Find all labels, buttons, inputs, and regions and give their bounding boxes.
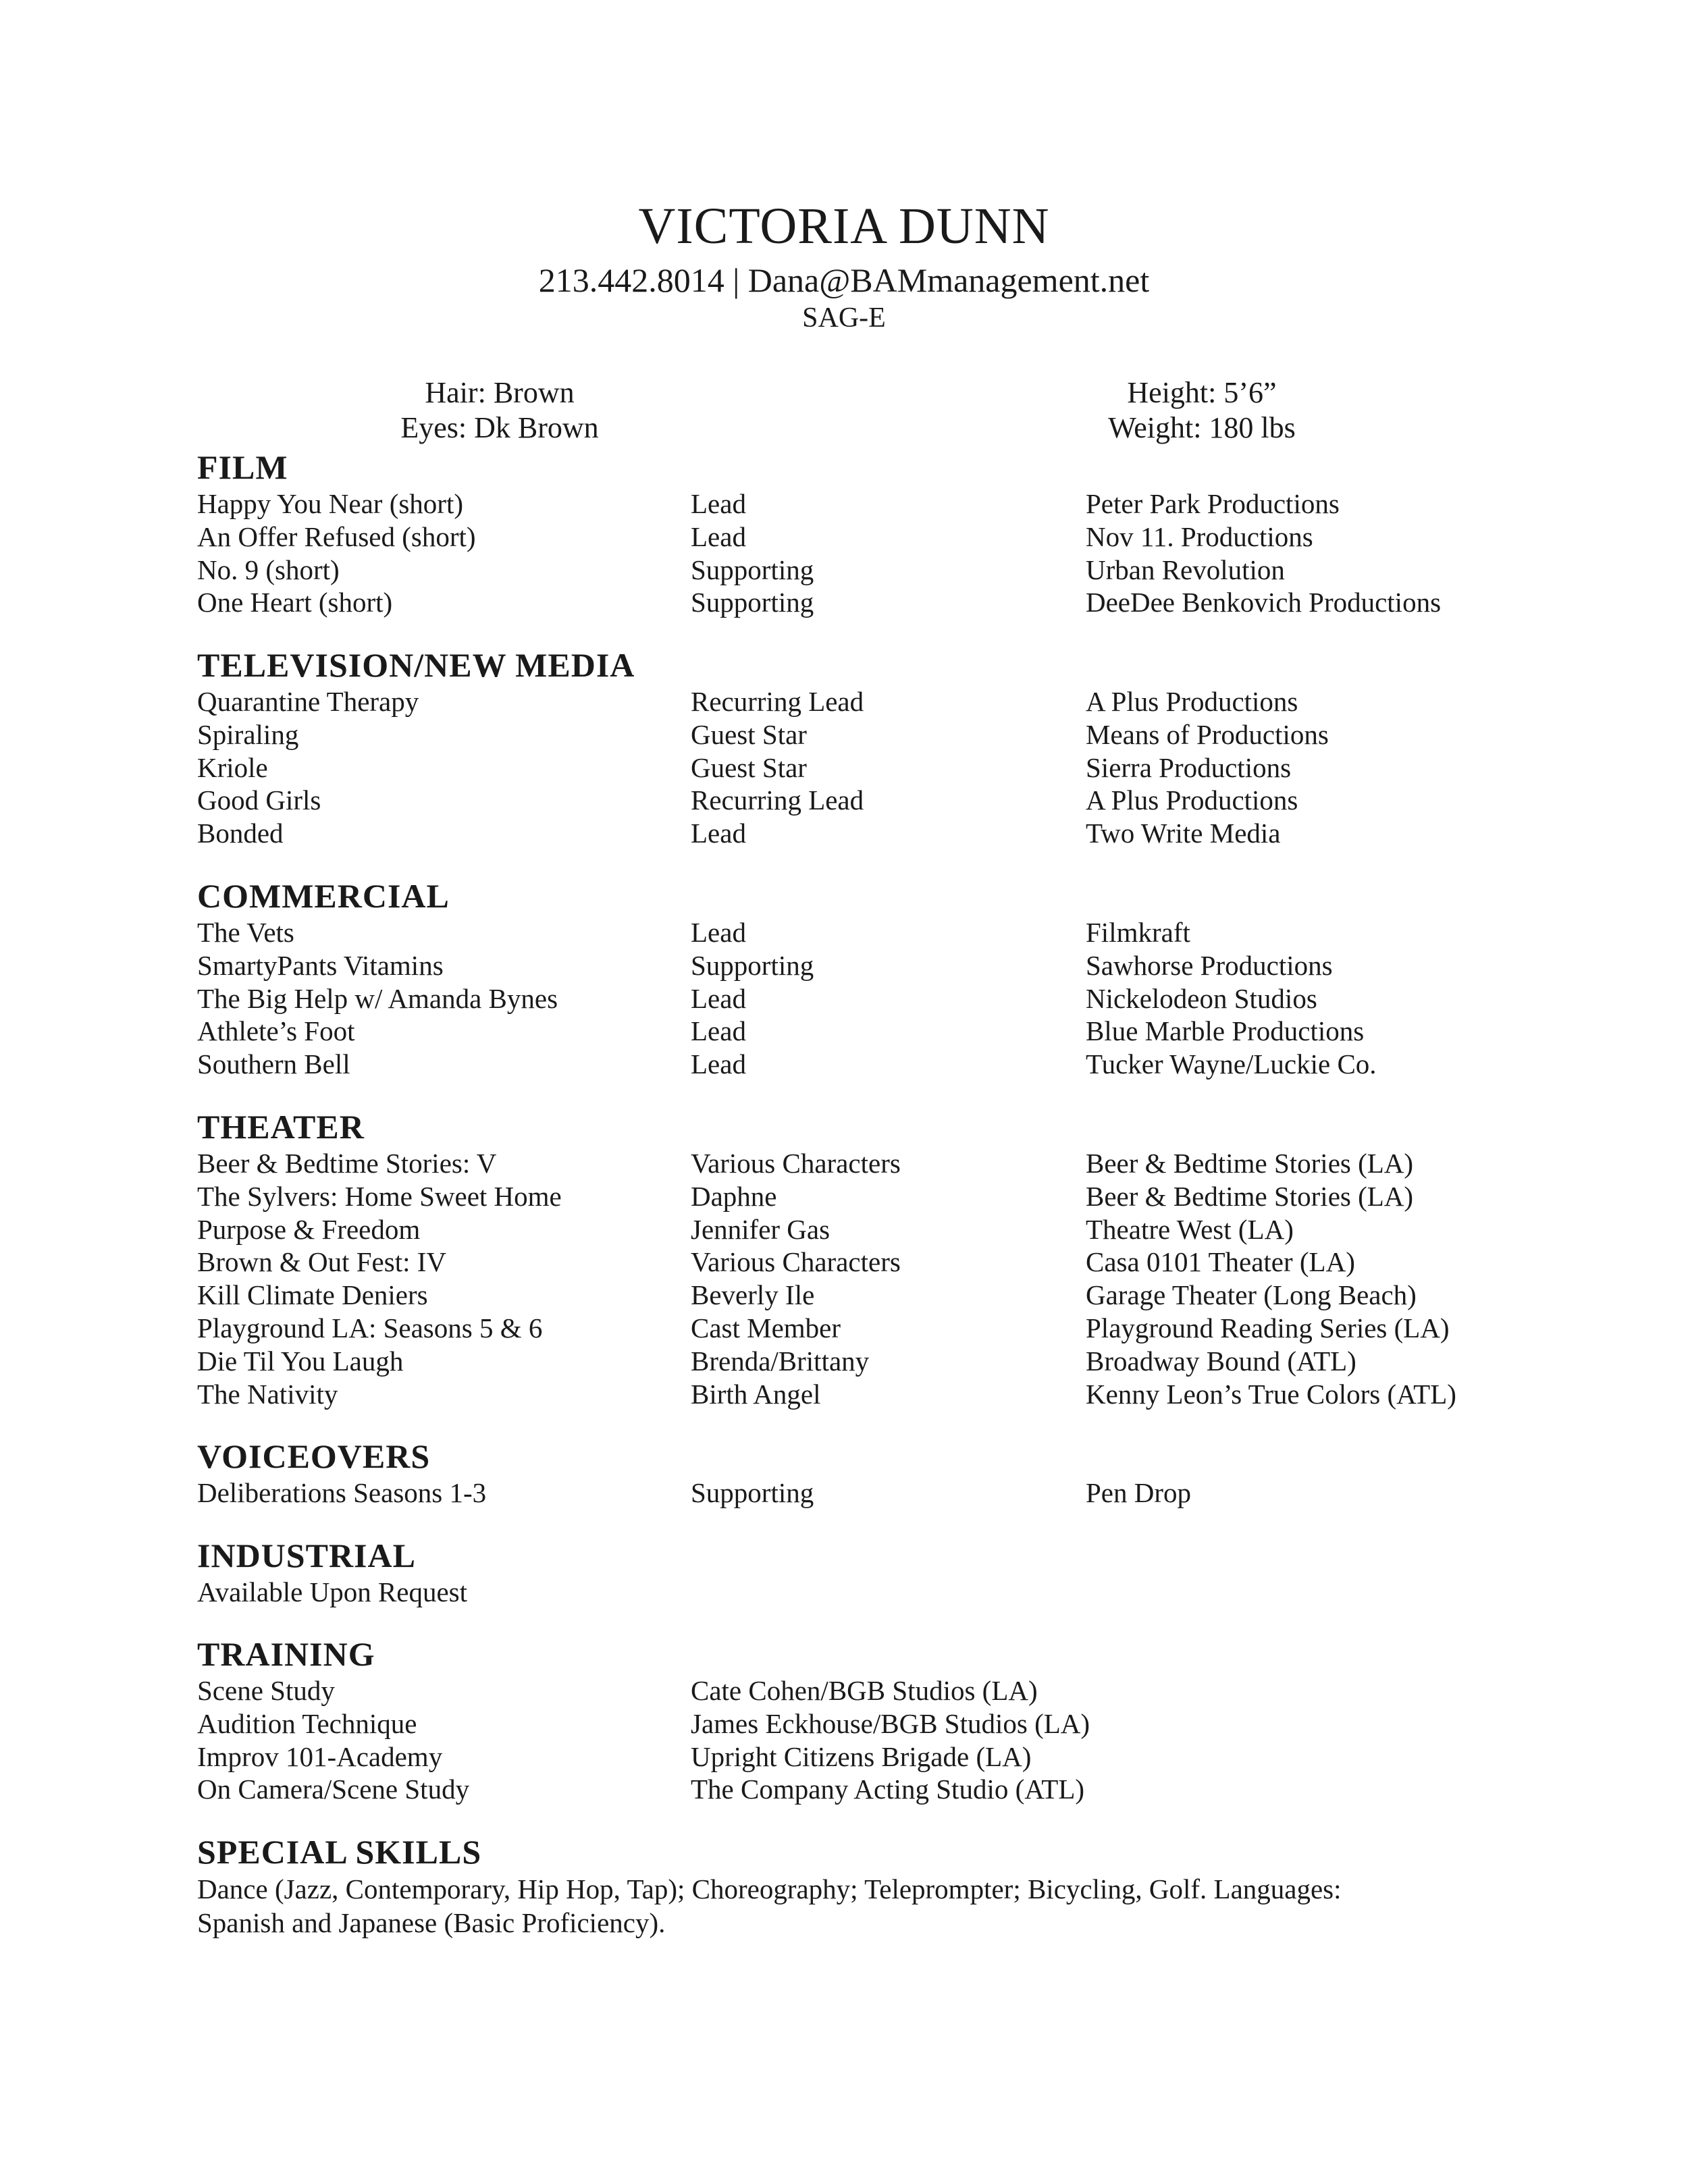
credit-row [197, 521, 1548, 554]
credit-company: Nickelodeon Studios [1086, 982, 1317, 1014]
credit-row [197, 1015, 1548, 1048]
credit-row [197, 982, 1548, 1015]
training-row [197, 1707, 1548, 1740]
credit-row [197, 718, 1548, 751]
credit-row [197, 817, 1548, 850]
credit-company: Casa 0101 Theater (LA) [1086, 1246, 1355, 1278]
credit-project: Kill Climate Deniers [197, 1279, 428, 1311]
credit-row [197, 1312, 1548, 1345]
credit-row [197, 586, 1548, 619]
credit-role: Guest Star [691, 718, 807, 750]
credit-project: No. 9 (short) [197, 554, 340, 585]
credit-project: Playground LA: Seasons 5 & 6 [197, 1312, 543, 1343]
credit-project: The Big Help w/ Amanda Bynes [197, 982, 558, 1014]
training-row [197, 1674, 1548, 1707]
resume-name: VICTORIA DUNN [638, 198, 1050, 255]
industrial-note [197, 1576, 1548, 1609]
credit-role: Cast Member [691, 1312, 841, 1343]
credit-company: Urban Revolution [1086, 554, 1285, 585]
credit-row [197, 1279, 1548, 1312]
height-stat: Height: 5’6” [1127, 376, 1277, 409]
credit-company: A Plus Productions [1086, 784, 1298, 816]
industrial-section [197, 1535, 1548, 1609]
hair-stat: Hair: Brown [425, 376, 575, 409]
section-title: TRAINING [197, 1635, 375, 1673]
credit-company: Nov 11. Productions [1086, 521, 1313, 552]
section-title: INDUSTRIAL [197, 1537, 416, 1574]
credit-role: Various Characters [691, 1246, 901, 1278]
credit-row [197, 685, 1548, 718]
credit-project: Quarantine Therapy [197, 686, 419, 717]
credit-row [197, 784, 1548, 817]
credit-role: Lead [691, 917, 746, 948]
training-instructor: James Eckhouse/BGB Studios (LA) [691, 1707, 1090, 1739]
credit-company: DeeDee Benkovich Productions [1086, 587, 1442, 618]
credit-row [197, 1180, 1548, 1213]
credit-company: Broadway Bound (ATL) [1086, 1345, 1356, 1377]
credit-row [197, 1345, 1548, 1378]
voiceovers-section [197, 1436, 1548, 1510]
credit-company: A Plus Productions [1086, 686, 1298, 717]
section-title: SPECIAL SKILLS [197, 1833, 482, 1871]
credit-role: Lead [691, 1048, 746, 1080]
credit-row [197, 1213, 1548, 1246]
credit-project: Athlete’s Foot [197, 1015, 355, 1047]
training-instructor: The Company Acting Studio (ATL) [691, 1774, 1085, 1805]
credit-company: Sierra Productions [1086, 751, 1292, 783]
credit-role: Recurring Lead [691, 686, 864, 717]
training-section [197, 1634, 1548, 1806]
credit-role: Lead [691, 488, 746, 519]
credit-company: Blue Marble Productions [1086, 1015, 1365, 1047]
credit-role: Brenda/Brittany [691, 1345, 870, 1377]
commercial-section [197, 876, 1548, 1081]
training-instructor: Upright Citizens Brigade (LA) [691, 1740, 1032, 1772]
credit-role: Guest Star [691, 751, 807, 783]
section-title: VOICEOVERS [197, 1437, 431, 1475]
eyes-stat: Eyes: Dk Brown [400, 411, 599, 444]
credit-role: Various Characters [691, 1148, 901, 1179]
television-section [197, 645, 1548, 850]
credit-company: Beer & Bedtime Stories (LA) [1086, 1180, 1414, 1212]
theater-section [197, 1107, 1548, 1410]
credit-company: Playground Reading Series (LA) [1086, 1312, 1450, 1343]
credit-row [197, 1476, 1548, 1510]
credit-project: The Nativity [197, 1378, 338, 1410]
credit-company: Tucker Wayne/Luckie Co. [1086, 1048, 1377, 1080]
training-course: Improv 101-Academy [197, 1740, 443, 1772]
credit-company: Sawhorse Productions [1086, 949, 1333, 981]
credit-role: Lead [691, 521, 746, 552]
credit-row [197, 1246, 1548, 1279]
credit-project: One Heart (short) [197, 587, 393, 618]
credit-row [197, 949, 1548, 982]
credit-company: Two Write Media [1086, 818, 1281, 849]
credit-project: Die Til You Laugh [197, 1345, 404, 1377]
skills-line: Spanish and Japanese (Basic Proficiency). [197, 1907, 666, 1938]
credit-project: SmartyPants Vitamins [197, 949, 444, 981]
credit-project: Brown & Out Fest: IV [197, 1246, 446, 1278]
credit-company: Kenny Leon’s True Colors (ATL) [1086, 1378, 1456, 1410]
credit-project: Deliberations Seasons 1-3 [197, 1477, 487, 1508]
credit-company: Beer & Bedtime Stories (LA) [1086, 1148, 1414, 1179]
training-course: Audition Technique [197, 1707, 417, 1739]
credit-row [197, 751, 1548, 784]
credit-company: Pen Drop [1086, 1477, 1192, 1508]
credit-role: Birth Angel [691, 1378, 821, 1410]
special-skills-section [197, 1832, 1548, 1940]
credit-company: Means of Productions [1086, 718, 1329, 750]
credit-project: The Sylvers: Home Sweet Home [197, 1180, 562, 1212]
credit-project: Good Girls [197, 784, 321, 816]
credit-role: Lead [691, 982, 746, 1014]
training-course: Scene Study [197, 1675, 335, 1706]
credit-row [197, 916, 1548, 949]
film-section [197, 447, 1548, 619]
credit-company: Garage Theater (Long Beach) [1086, 1279, 1417, 1311]
credit-company: Theatre West (LA) [1086, 1213, 1294, 1245]
section-title: TELEVISION/NEW MEDIA [197, 646, 635, 684]
credit-role: Lead [691, 818, 746, 849]
credit-role: Supporting [691, 949, 814, 981]
weight-stat: Weight: 180 lbs [1108, 411, 1296, 444]
union-status: SAG-E [802, 302, 886, 334]
credit-row [197, 554, 1548, 587]
training-instructor: Cate Cohen/BGB Studios (LA) [691, 1675, 1038, 1706]
skills-line: Dance (Jazz, Contemporary, Hip Hop, Tap); Choreography; Teleprompter; Bicycling, Golf. Languages: [197, 1873, 1342, 1905]
credit-project: The Vets [197, 917, 294, 948]
credit-company: Filmkraft [1086, 917, 1190, 948]
credit-role: Jennifer Gas [691, 1213, 830, 1245]
industrial-text: Available Upon Request [197, 1576, 468, 1607]
credit-project: Southern Bell [197, 1048, 350, 1080]
section-title: COMMERCIAL [197, 877, 450, 915]
credit-role: Daphne [691, 1180, 777, 1212]
credit-row [197, 1048, 1548, 1081]
credit-role: Lead [691, 1015, 746, 1047]
training-course: On Camera/Scene Study [197, 1774, 470, 1805]
training-row [197, 1740, 1548, 1774]
credit-project: Spiraling [197, 718, 299, 750]
contact-line: 213.442.8014 | Dana@BAMmanagement.net [538, 261, 1150, 299]
credit-project: Happy You Near (short) [197, 488, 464, 519]
credit-role: Recurring Lead [691, 784, 864, 816]
credit-project: An Offer Refused (short) [197, 521, 476, 552]
credit-role: Supporting [691, 1477, 814, 1508]
credit-row [197, 1378, 1548, 1411]
training-row [197, 1773, 1548, 1806]
credit-row [197, 487, 1548, 521]
credit-project: Beer & Bedtime Stories: V [197, 1148, 497, 1179]
credit-role: Beverly Ile [691, 1279, 815, 1311]
section-title: FILM [197, 448, 288, 486]
credit-company: Peter Park Productions [1086, 488, 1340, 519]
credit-project: Kriole [197, 751, 268, 783]
credit-role: Supporting [691, 554, 814, 585]
credit-project: Purpose & Freedom [197, 1213, 421, 1245]
credit-row [197, 1147, 1548, 1180]
credit-project: Bonded [197, 818, 284, 849]
credit-role: Supporting [691, 587, 814, 618]
section-title: THEATER [197, 1108, 365, 1146]
